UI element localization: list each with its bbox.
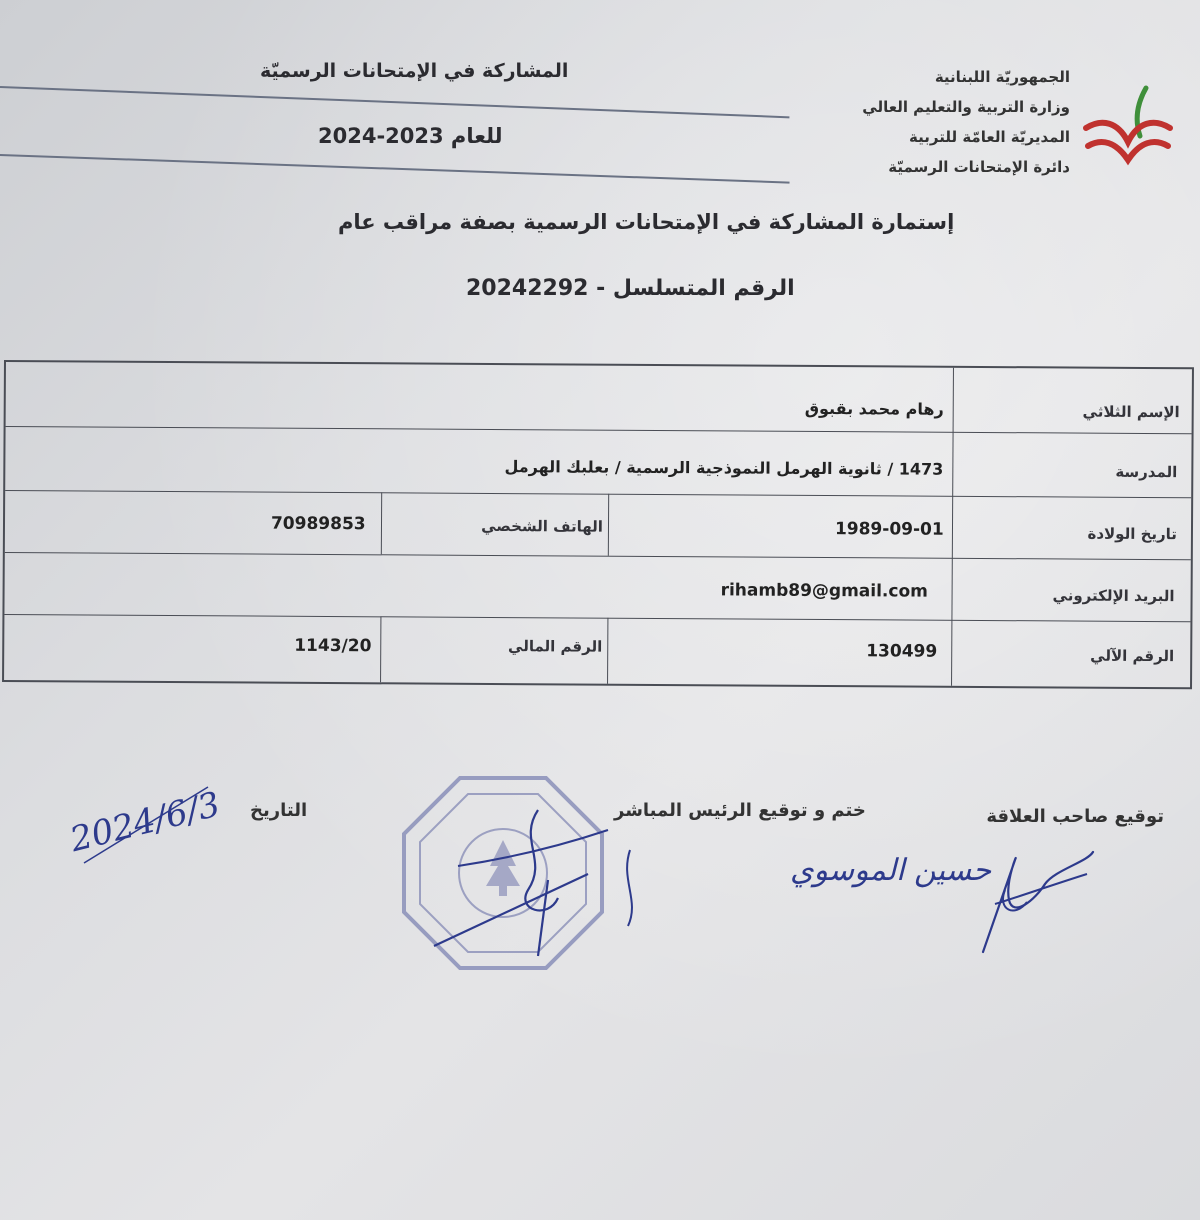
- serial-number: [466, 276, 795, 301]
- principal-signature-label: ختم و توقيع الرئيس المباشر: [614, 800, 866, 821]
- school-value: 1473 / ثانوية الهرمل النموذجية الرسمية / بعلبك الهرمل: [504, 457, 944, 479]
- school-label: المدرسة: [1115, 462, 1178, 482]
- holder-signature: [975, 840, 1105, 960]
- header-rule: [0, 154, 790, 184]
- auto-number-value: 130499: [866, 641, 938, 662]
- financial-number-label: الرقم المالي: [508, 637, 603, 656]
- header-line: المديريّة العامّة للتربية: [909, 128, 1070, 146]
- table-row-divider: [5, 552, 1191, 560]
- participant-info-table: [2, 360, 1194, 689]
- table-row-divider: [6, 426, 1192, 434]
- principal-name-text: حسين الموسوي: [790, 853, 992, 888]
- header-line: وزارة التربية والتعليم العالي: [862, 98, 1070, 116]
- ministry-logo-icon: [1082, 80, 1172, 190]
- holder-signature-label: توقيع صاحب العلاقة: [986, 806, 1164, 827]
- header-line: دائرة الإمتحانات الرسميّة: [888, 158, 1070, 176]
- ministry-header: [780, 62, 1070, 182]
- financial-number-value: 1143/20: [294, 635, 372, 657]
- email-label: البريد الإلكتروني: [1052, 586, 1175, 606]
- handwritten-date-text: 2024/6/3: [66, 784, 225, 861]
- full-name-label: الإسم الثلاثي: [1082, 402, 1180, 422]
- header-rule: [0, 86, 789, 118]
- form-title: إستمارة المشاركة في الإمتحانات الرسمية بصفة مراقب عام: [338, 210, 955, 234]
- handwritten-date: [58, 775, 228, 865]
- header-line: الجمهوريّة اللبنانية: [934, 68, 1070, 86]
- table-row-divider: [5, 490, 1191, 498]
- email-value: rihamb89@gmail.com: [720, 580, 928, 602]
- label-column-divider: [951, 368, 954, 686]
- serial-value: 20242292: [466, 276, 589, 301]
- date-label: التاريخ: [250, 800, 308, 821]
- phone-label: الهاتف الشخصي: [481, 516, 604, 536]
- full-name-value: رهام محمد بقبوق: [804, 398, 944, 419]
- auto-number-label: الرقم الآلي: [1090, 646, 1175, 666]
- participation-title: المشاركة في الإمتحانات الرسميّة: [260, 60, 569, 82]
- serial-label: الرقم المتسلسل -: [596, 276, 795, 301]
- table-row-divider: [4, 614, 1190, 622]
- principal-handwritten-name: [600, 830, 992, 930]
- academic-year: للعام 2023-2024: [318, 124, 503, 148]
- split-column-divider: [381, 492, 382, 554]
- split-column-divider: [608, 494, 609, 556]
- split-column-divider: [607, 618, 608, 684]
- cedar-icon: [486, 840, 520, 886]
- split-column-divider: [380, 616, 381, 682]
- phone-value: 70989853: [270, 513, 366, 535]
- birth-date-value: 1989-09-01: [834, 519, 944, 540]
- official-stamp: [398, 770, 608, 975]
- birth-date-label: تاريخ الولادة: [1087, 524, 1178, 544]
